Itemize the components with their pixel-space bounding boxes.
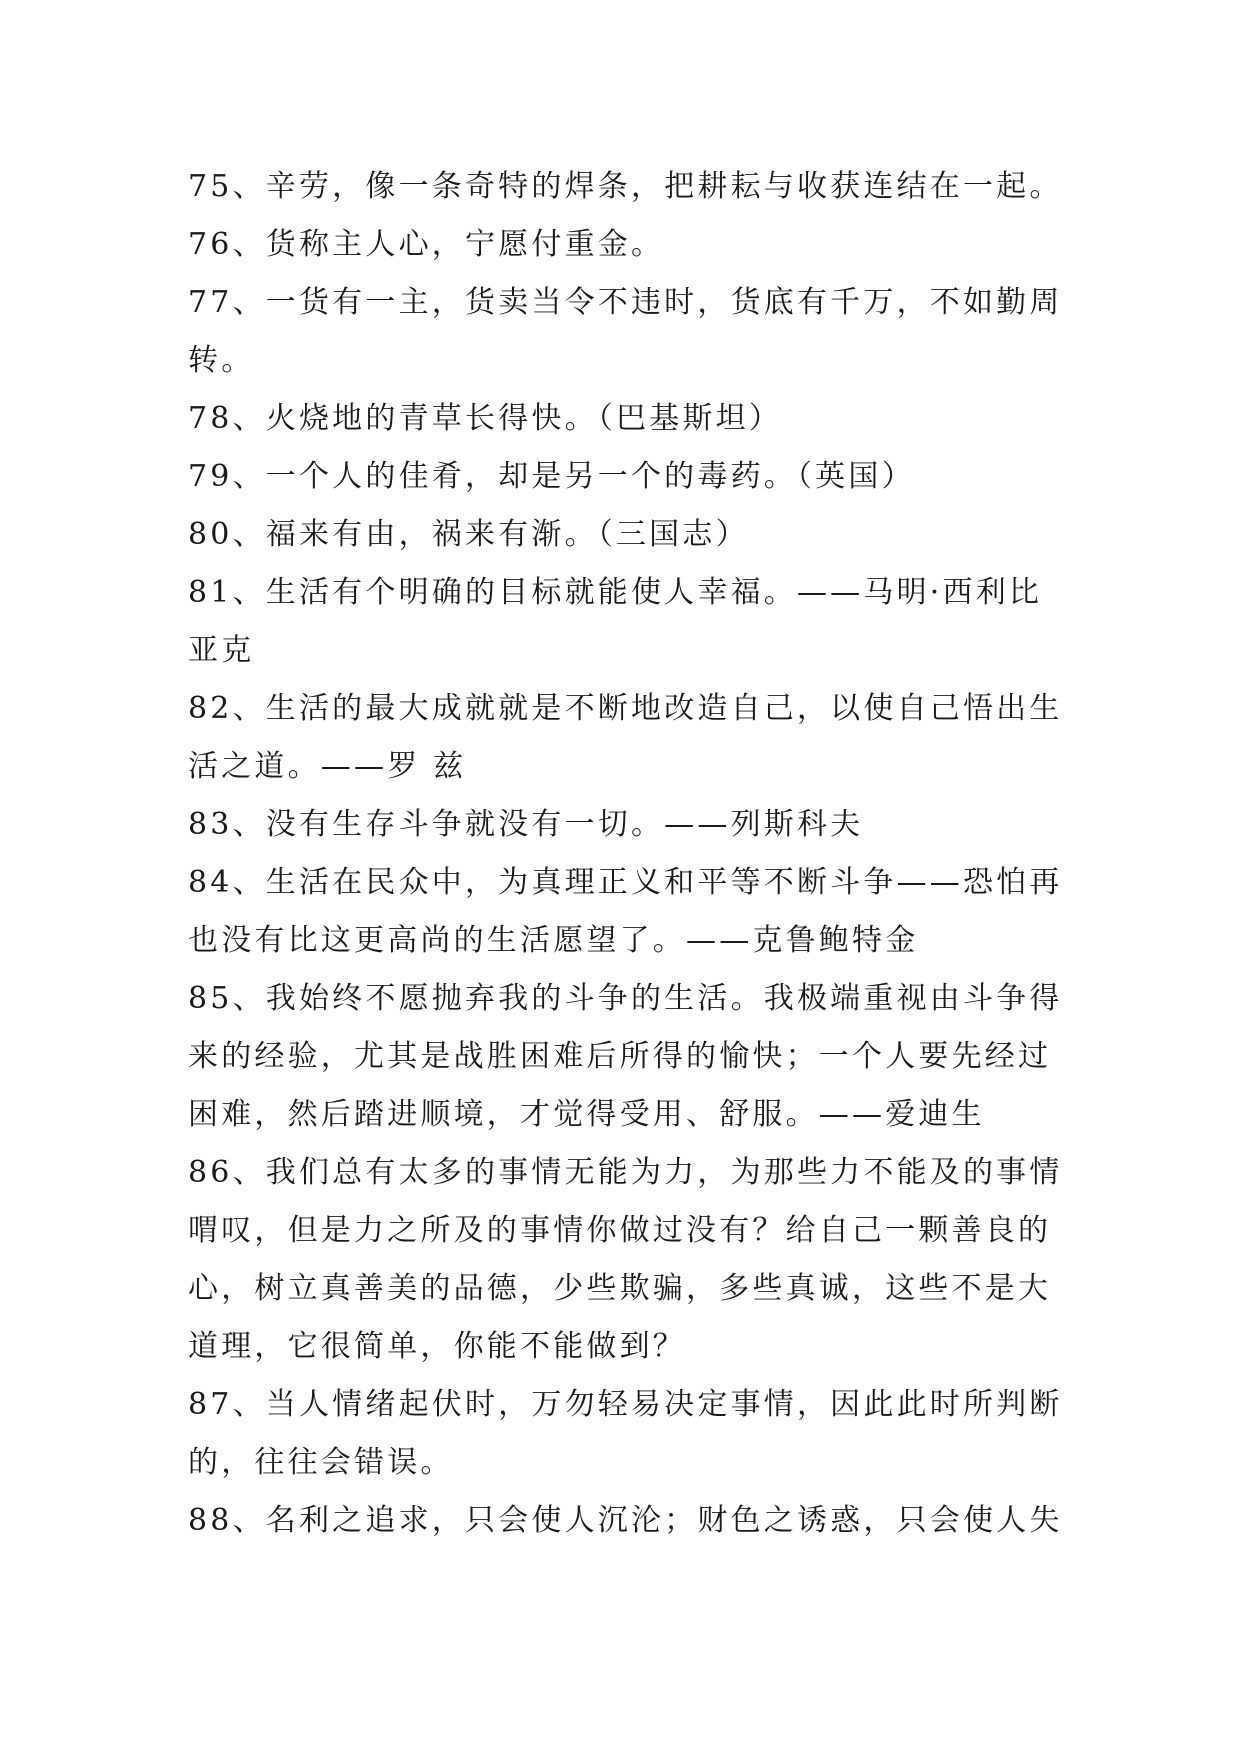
text-line: 困难，然后踏进顺境，才觉得受用、舒服。——爱迪生 — [188, 1097, 985, 1132]
text-line: 亚克 — [188, 633, 255, 668]
text-line: 75、辛劳，像一条奇特的焊条，把耕耘与收获连结在一起。 — [188, 169, 1063, 204]
text-line: 道理，它很简单，你能不能做到？ — [188, 1329, 686, 1364]
text-line: 活之道。——罗 兹 — [188, 749, 467, 784]
text-line: 86、我们总有太多的事情无能为力，为那些力不能及的事情 — [188, 1155, 1063, 1190]
text-line: 的，往往会错误。 — [188, 1445, 454, 1480]
text-line: 转。 — [188, 343, 255, 378]
text-line: 78、火烧地的青草长得快。（巴基斯坦） — [188, 401, 782, 436]
text-line: 85、我始终不愿抛弃我的斗争的生活。我极端重视由斗争得 — [188, 981, 1063, 1016]
text-line: 76、货称主人心，宁愿付重金。 — [188, 227, 665, 262]
text-line: 心，树立真善美的品德，少些欺骗，多些真诚，这些不是大 — [188, 1271, 1052, 1306]
text-line: 88、名利之追求，只会使人沉沦；财色之诱惑，只会使人失 — [188, 1503, 1063, 1538]
text-line: 82、生活的最大成就就是不断地改造自己，以使自己悟出生 — [188, 691, 1063, 726]
text-line: 83、没有生存斗争就没有一切。——列斯科夫 — [188, 807, 864, 842]
text-line: 79、一个人的佳肴，却是另一个的毒药。（英国） — [188, 459, 915, 494]
text-line: 87、当人情绪起伏时，万勿轻易决定事情，因此此时所判断 — [188, 1387, 1063, 1422]
text-line: 来的经验，尤其是战胜困难后所得的愉快；一个人要先经过 — [188, 1039, 1052, 1074]
text-line: 77、一货有一主，货卖当令不违时，货底有千万，不如勤周 — [188, 285, 1063, 320]
text-line: 80、福来有由，祸来有渐。（三国志） — [188, 517, 749, 552]
text-line: 84、生活在民众中，为真理正义和平等不断斗争——恐怕再 — [188, 865, 1063, 900]
quote-list — [188, 158, 1068, 1550]
text-line: 喟叹，但是力之所及的事情你做过没有？给自己一颗善良的 — [188, 1213, 1052, 1248]
text-line: 也没有比这更高尚的生活愿望了。——克鲁鲍特金 — [188, 923, 919, 958]
text-line: 81、生活有个明确的目标就能使人幸福。——马明·西利比 — [188, 575, 1043, 610]
